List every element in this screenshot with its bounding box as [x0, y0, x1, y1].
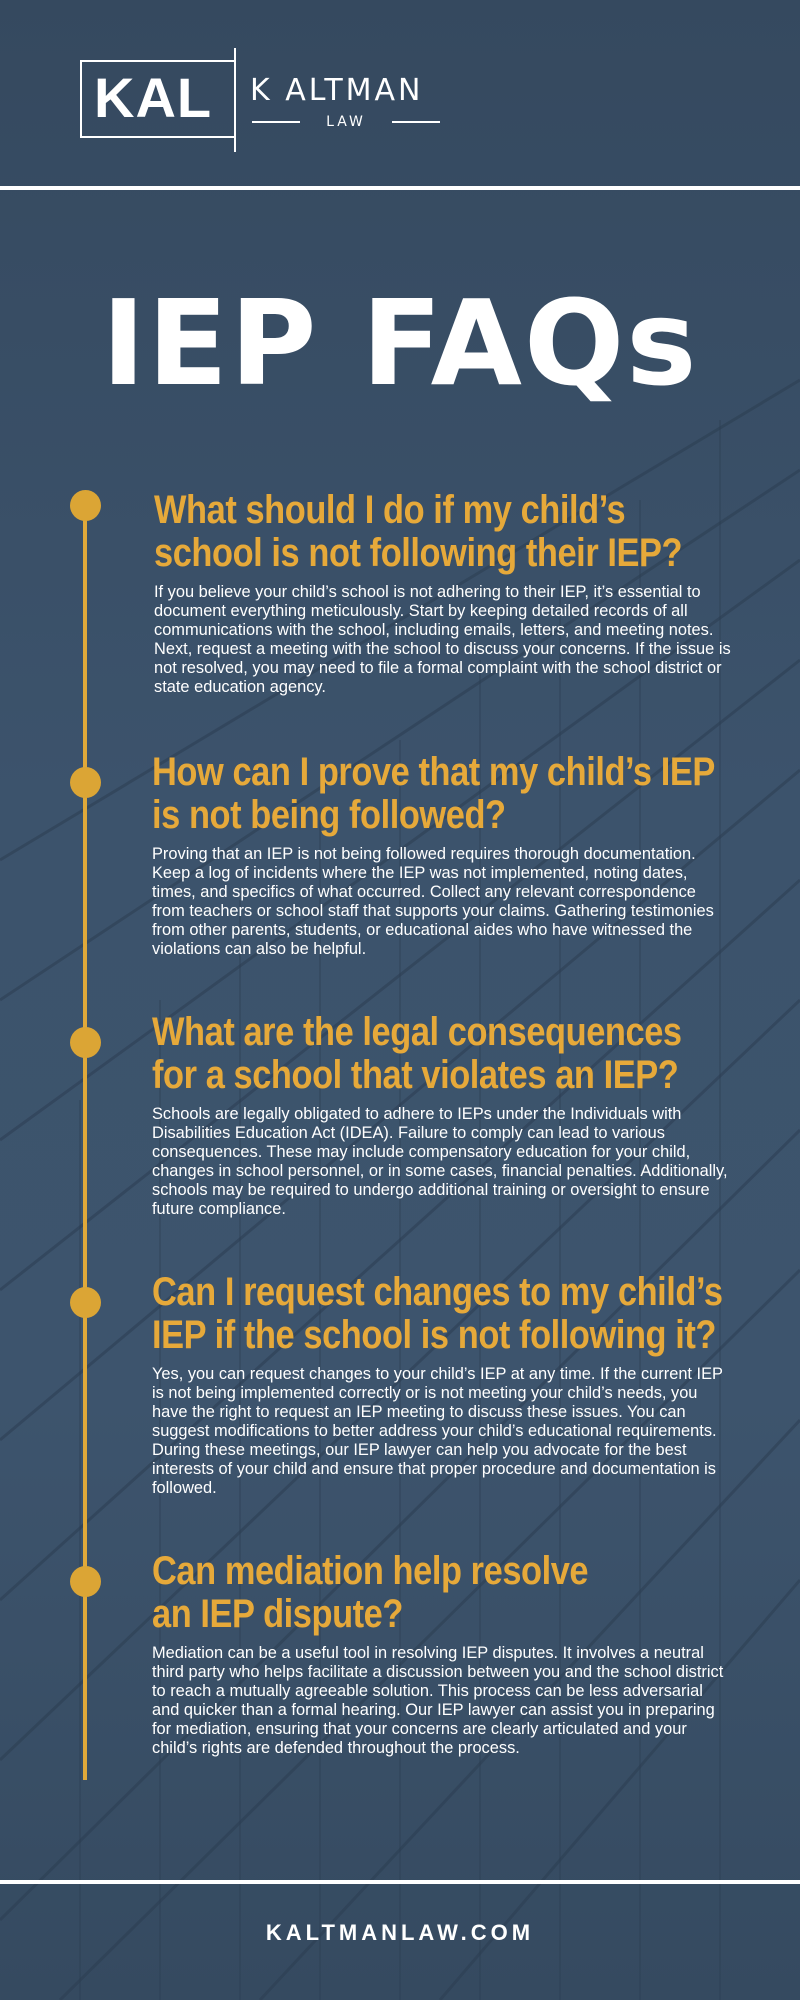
faq-answer: If you believe your child’s school is not adhering to their IEP, it’s essential to document everything meticulously. Start by keeping detailed records of all communications with the school, including emails, letters, and meeting notes. Next, request a meeting with the school to discuss your concerns. If the issue is not resolved, you may need to file a formal complaint with the school district or state education agency.	[154, 583, 731, 696]
faq-question: Can I request changes to my child’s IEP if the school is not following it?	[152, 1270, 723, 1357]
faq-question: What are the legal consequences for a school that violates an IEP?	[152, 1010, 682, 1097]
logo-subtitle-row	[252, 112, 440, 132]
website-link[interactable]: KALTMANLAW.COM	[265, 1920, 535, 1945]
faq-answer: Mediation can be a useful tool in resolving IEP disputes. It involves a neutral third party who helps facilitate a discussion between you and the school district to reach a mutually agreeable solution. This process can be less adversarial and quicker than a formal hearing. Our IEP lawyer can assist you in preparing for mediation, ensuring that your concerns are clearly articulated and your child’s rights are defended throughout the process.	[152, 1644, 724, 1757]
logo-name: K ALTMAN	[250, 73, 424, 108]
timeline-dot	[70, 490, 101, 521]
logo-subtitle: LAW	[326, 114, 366, 130]
faq-item	[152, 1550, 732, 1758]
logo-initials: KAL	[94, 66, 213, 129]
header-divider	[0, 186, 800, 190]
timeline-dot	[70, 767, 101, 798]
faq-question: Can mediation help resolve an IEP dispute?	[152, 1549, 589, 1636]
footer-divider	[0, 1880, 800, 1884]
page-title: IEP FAQs	[101, 274, 699, 412]
faq-question: What should I do if my child’s school is not following their IEP?	[154, 488, 683, 575]
faq-item	[152, 751, 732, 959]
faq-answer: Schools are legally obligated to adhere to IEPs under the Individuals with Disabilities Education Act (IDEA). Failure to comply can lead to various consequences. These may include compensatory education for your child, changes in school personnel, or in some cases, financial penalties. Additionally, schools may be required to undergo additional training or oversight to ensure future compliance.	[152, 1105, 728, 1218]
faq-item	[152, 1011, 732, 1219]
timeline-dot	[70, 1027, 101, 1058]
faq-item	[154, 489, 734, 697]
logo	[80, 48, 440, 152]
logo-divider	[234, 48, 236, 152]
faq-item	[152, 1271, 732, 1498]
timeline-dot	[70, 1566, 101, 1597]
faq-question: How can I prove that my child’s IEP is not being followed?	[152, 750, 715, 837]
logo-line-left	[252, 121, 300, 123]
faq-answer: Proving that an IEP is not being followed requires thorough documentation. Keep a log of incidents where the IEP was not implemented, noting dates, times, and specifics of what occurred. Collect any relevant correspondence from teachers or school staff that supports your claims. Gathering testimonies from other parents, students, or educational aides who have witnessed the violations can also be helpful.	[152, 845, 714, 958]
logo-line-right	[392, 121, 440, 123]
faq-answer: Yes, you can request changes to your child’s IEP at any time. If the current IEP is not being implemented correctly or is not meeting your child’s needs, you have the right to request an IEP meeting to discuss these issues. You can suggest modifications to better address your child’s educational requirements. During these meetings, our IEP lawyer can help you advocate for the best interests of your child and ensure that proper procedure and documentation is followed.	[152, 1365, 723, 1497]
timeline-dot	[70, 1287, 101, 1318]
